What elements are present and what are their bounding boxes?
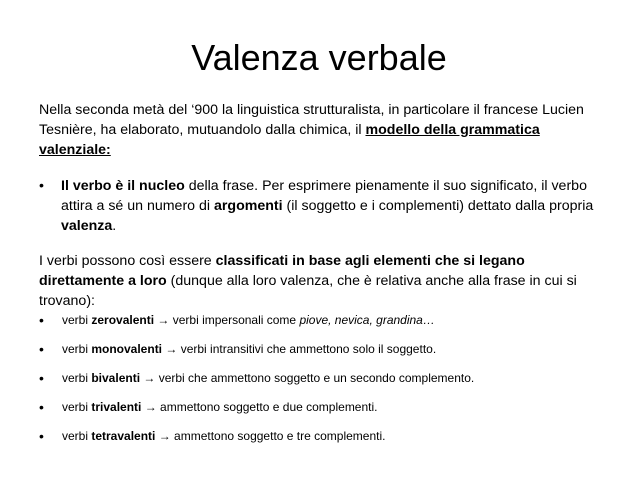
item-desc: verbi che ammettono soggetto e un secondo complemento.: [158, 371, 475, 385]
item-desc: ammettono soggetto e tre complementi.: [174, 429, 386, 443]
valence-type: monovalenti: [91, 342, 163, 356]
intro-paragraph: [39, 100, 607, 160]
slide-title: Valenza verbale: [191, 37, 447, 78]
classification-paragraph: [39, 251, 607, 311]
bullet-marker: •: [39, 428, 44, 444]
item-desc: ammettono soggetto e due complementi.: [160, 400, 378, 414]
arrow-icon: →: [154, 313, 173, 327]
para-text: (dunque alla loro valenza, che è relativa anche alla frase in cui si trovano):: [39, 273, 577, 309]
bullet-marker: •: [39, 341, 44, 357]
item-desc: verbi intransitivi che ammettono solo il soggetto.: [180, 342, 437, 356]
item-examples: piove, nevica, grandina…: [299, 313, 435, 327]
bullet-marker: •: [39, 399, 44, 415]
bullet-text: .: [112, 218, 117, 234]
intro-text: Nella seconda metà del ‘900 la linguistica strutturalista, in particolare il francese Lucien Tesnière, ha elaborato, mutuandolo dalla chimica, il: [39, 102, 584, 138]
classification-bold: classificati in base agli elementi che si legano direttamente a loro: [39, 253, 525, 289]
bullet-marker: •: [39, 312, 44, 328]
item-prefix: verbi: [62, 429, 92, 443]
bullet-marker: •: [39, 370, 44, 386]
bullet-text: della frase. Per esprimere pienamente il suo significato, il verbo attira a sé un numero di: [61, 178, 587, 214]
item-prefix: verbi: [62, 342, 92, 356]
arrow-icon: →: [140, 371, 159, 385]
arguments-bold: argomenti: [214, 198, 283, 214]
valence-type: bivalenti: [91, 371, 141, 385]
valence-type: zerovalenti: [91, 313, 155, 327]
grammar-model-link: modello della grammatica valenziale:: [39, 122, 540, 158]
nucleus-bold: Il verbo è il nucleo: [61, 178, 185, 194]
valence-type: trivalenti: [91, 400, 142, 414]
bullet-text: (il soggetto e i complementi) dettato dalla propria: [282, 198, 594, 214]
valence-bold: valenza: [61, 218, 113, 234]
arrow-icon: →: [155, 429, 175, 443]
item-desc: verbi impersonali come: [172, 313, 300, 327]
bullet-marker: •: [39, 178, 44, 194]
valence-type: tetravalenti: [91, 429, 156, 443]
item-prefix: verbi: [62, 371, 92, 385]
item-prefix: verbi: [62, 313, 92, 327]
arrow-icon: →: [162, 342, 181, 356]
item-prefix: verbi: [62, 400, 92, 414]
arrow-icon: →: [141, 400, 161, 414]
para-text: I verbi possono così essere: [39, 253, 216, 269]
